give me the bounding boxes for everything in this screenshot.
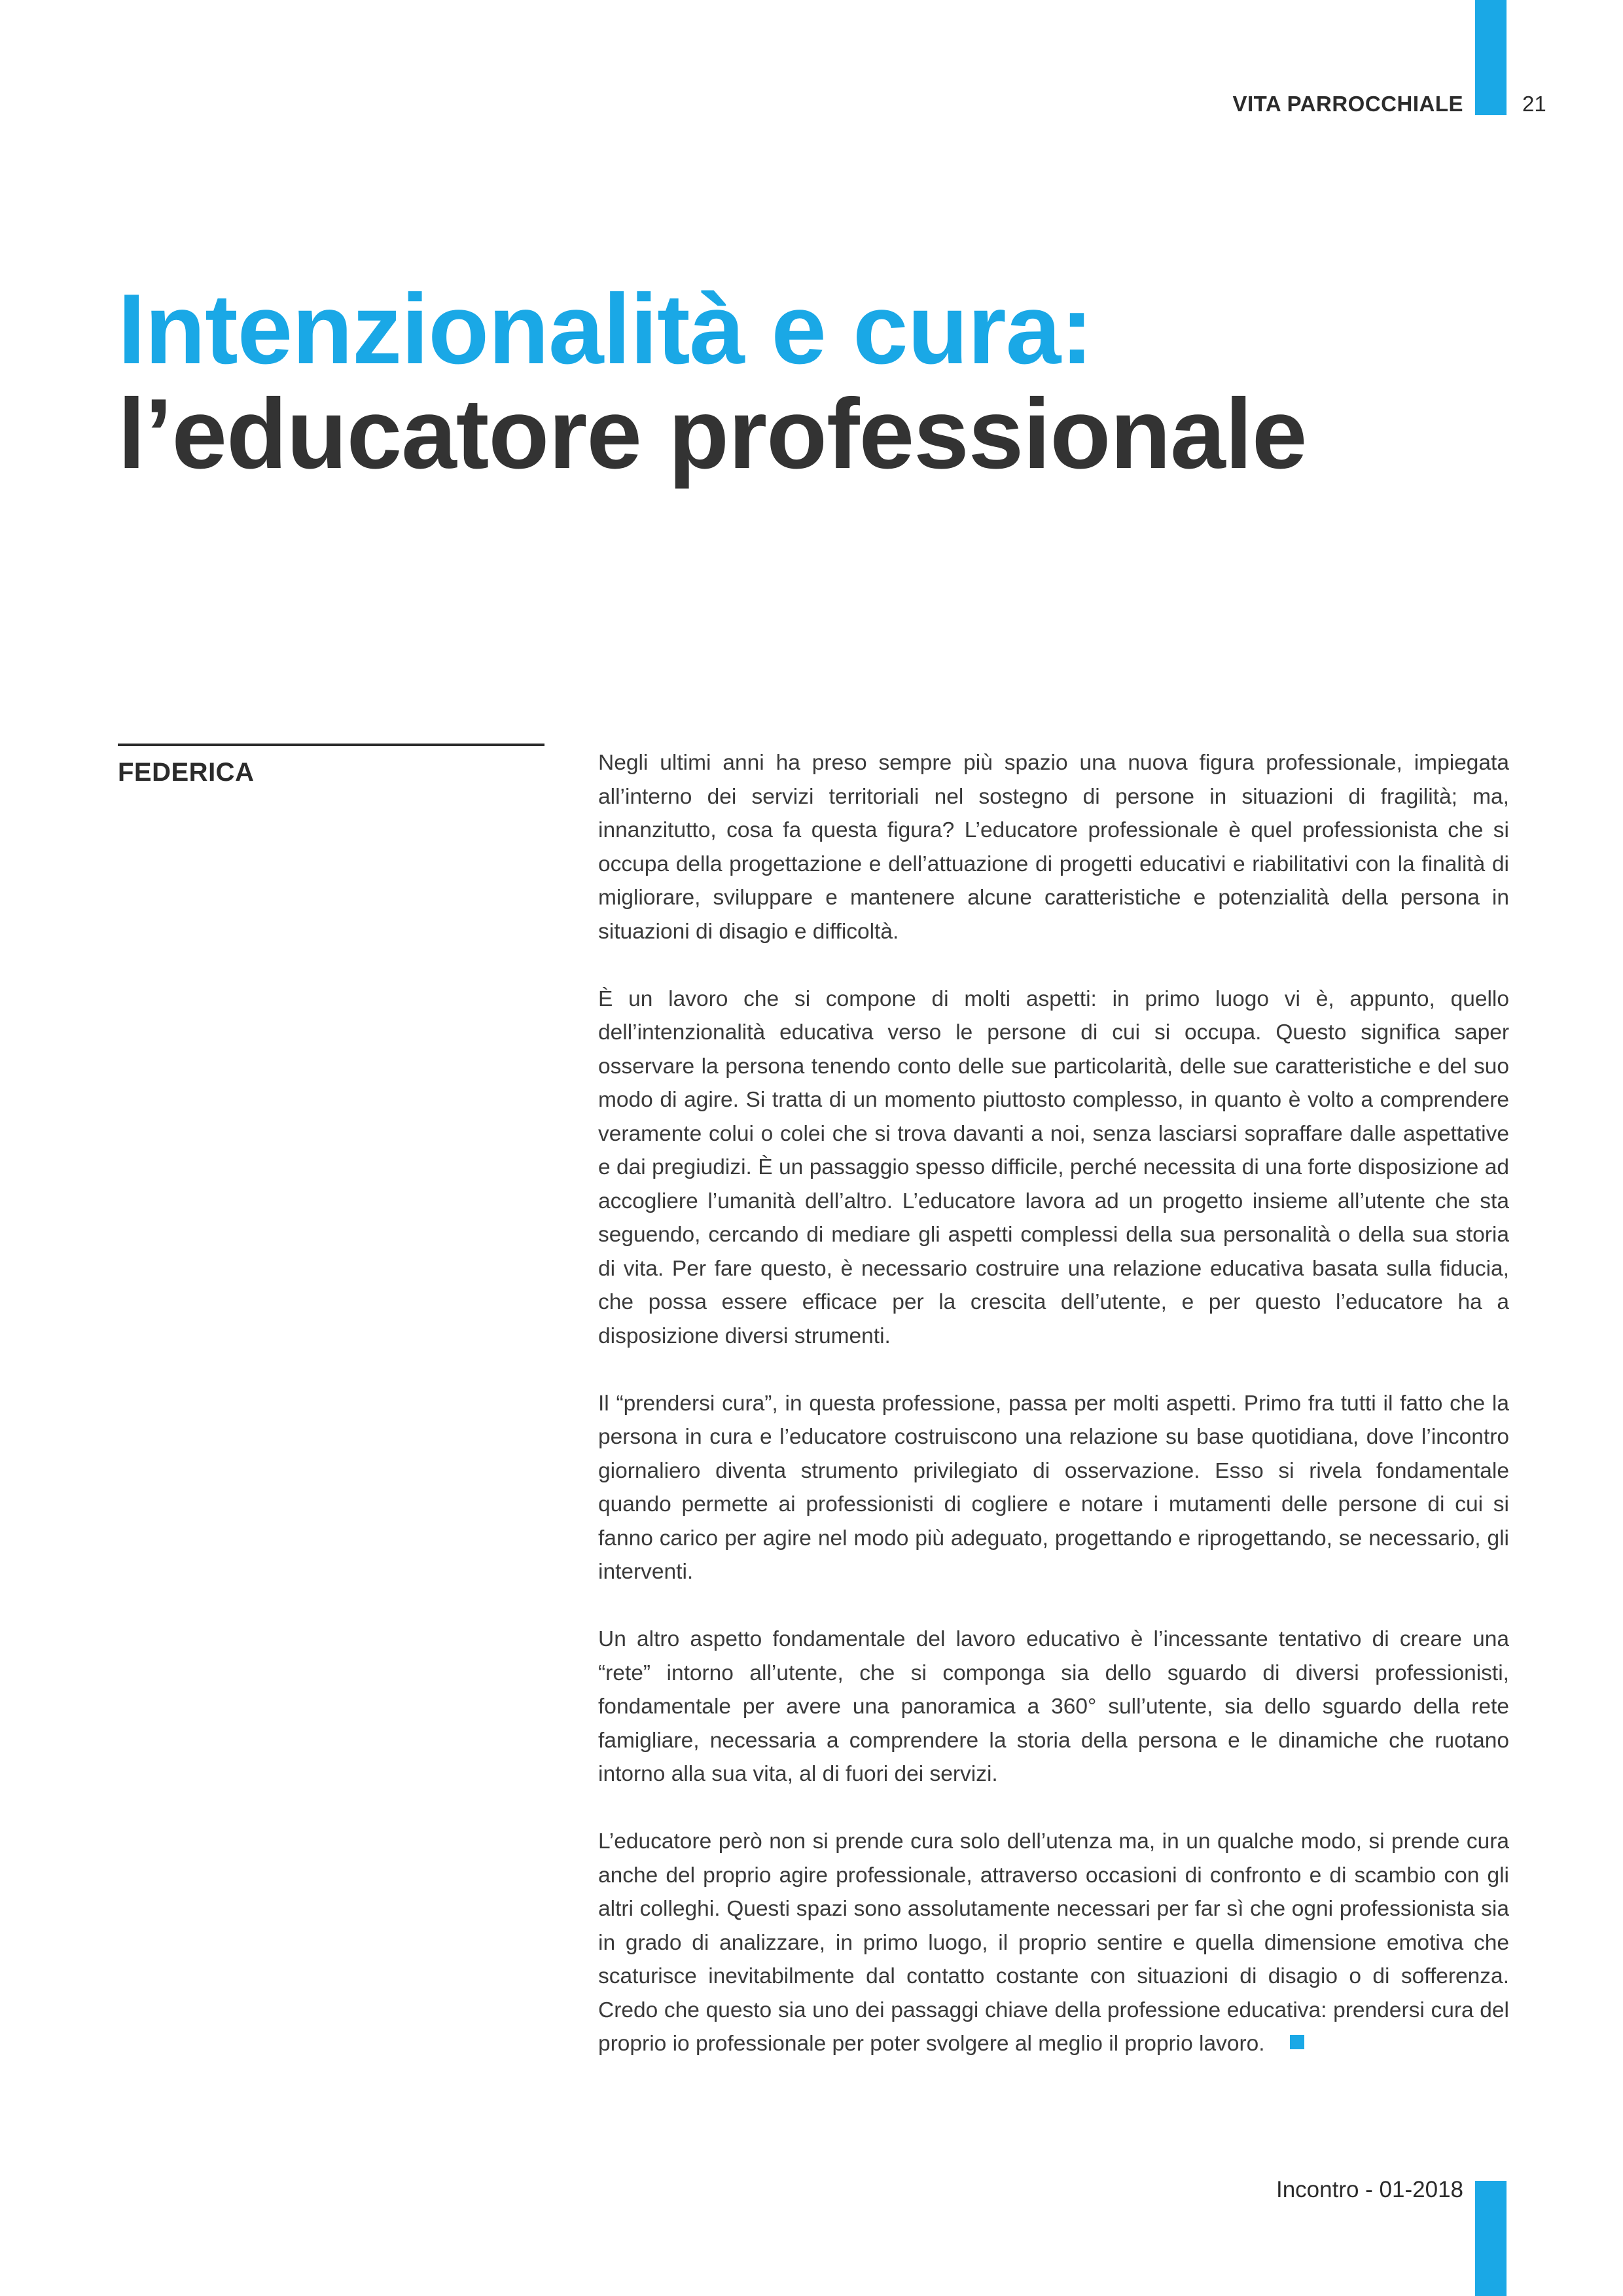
title-line-accent: Intenzionalità e cura: (118, 274, 1093, 385)
article-title (118, 274, 1427, 490)
publication-footer: Incontro - 01-2018 (1275, 2177, 1463, 2202)
paragraph-1: Negli ultimi anni ha preso sempre più spazio una nuova figura professionale, impiegata all’interno dei servizi territoriali nel sostegno di persone in situazioni di fragilità; ma, innanzitutto, cosa fa questa figura? L’educatore professionale è quel professionista che si occupa della progettazione e dell’attuazione di progetti educativi e riabilitativi con la finalità di migliorare, sviluppare e mantenere alcune caratteristiche e potenzialità della persona in situazioni di disagio e difficoltà. (598, 751, 1509, 944)
top-accent-bar (1475, 0, 1507, 115)
end-of-article-square-icon (1290, 2035, 1304, 2049)
author-name: FEDERICA (118, 758, 255, 787)
paragraph-3: Il “prendersi cura”, in questa professione, passa per molti aspetti. Primo fra tutti il fatto che la persona in cura e l’educatore costruiscono una relazione su base quotidiana, dove l’incontro giornaliero diventa strumento privilegiato di osservazione. Esso si rivela fondamentale quando permette ai professionisti di cogliere e notare i mutamenti delle persone di cui si fanno carico per agire nel modo più adeguato, progettando e riprogettando, se necessario, gli interventi. (598, 1391, 1509, 1584)
bottom-accent-bar (1475, 2181, 1507, 2296)
page-number: 21 (1522, 92, 1546, 116)
article-body (598, 746, 1509, 2094)
section-label: VITA PARROCCHIALE (1232, 92, 1463, 116)
paragraph-2: È un lavoro che si compone di molti aspetti: in primo luogo vi è, appunto, quello dell’intenzionalità educativa verso le persone di cui si occupa. Questo significa saper osservare la persona tenendo conto delle sue particolarità, delle sue caratteristiche e del suo modo di agire. Si tratta di un momento piuttosto complesso, in quanto è volto a comprendere veramente colui o colei che si trova davanti a noi, senza lasciarsi sopraffare dalle aspettative e dai pregiudizi. È un passaggio spesso difficile, perché necessita di una forte disposizione ad accogliere l’umanità dell’altro. L’educatore lavora ad un progetto insieme all’utente che sta seguendo, cercando di mediare gli aspetti complessi della sua personalità o della sua storia di vita. Per fare questo, è necessario costruire una relazione educativa basata sulla fiducia, che possa essere efficace per la crescita dell’utente, e per questo l’educatore ha a disposizione diversi strumenti. (598, 986, 1509, 1348)
title-line-main: l’educatore professionale (118, 378, 1307, 490)
author-divider (118, 744, 544, 746)
paragraph-4: Un altro aspetto fondamentale del lavoro educativo è l’incessante tentativo di creare una “rete” intorno all’utente, che si componga sia dello sguardo di diversi professionisti, fondamentale per avere una panoramica a 360° sull’utente, sia dello sguardo della rete famigliare, necessaria a comprendere la storia della persona e le dinamiche che ruotano intorno alla sua vita, al di fuori dei servizi. (598, 1627, 1509, 1786)
paragraph-5 (598, 1825, 1509, 2061)
paragraph-5-text: L’educatore però non si prende cura solo dell’utenza ma, in un qualche modo, si prende cura anche del proprio agire professionale, attraverso occasioni di confronto e di scambio con gli altri colleghi. Questi spazi sono assolutamente necessari per far sì che ogni professionista sia in grado di analizzare, in primo luogo, il proprio sentire e quella dimensione emotiva che scaturisce inevitabilmente dal contatto costante con situazioni di disagio o di sofferenza. Credo che questo sia uno dei passaggi chiave della professione educativa: prendersi cura del proprio io professionale per poter svolgere al meglio il proprio lavoro. (598, 1829, 1509, 2056)
